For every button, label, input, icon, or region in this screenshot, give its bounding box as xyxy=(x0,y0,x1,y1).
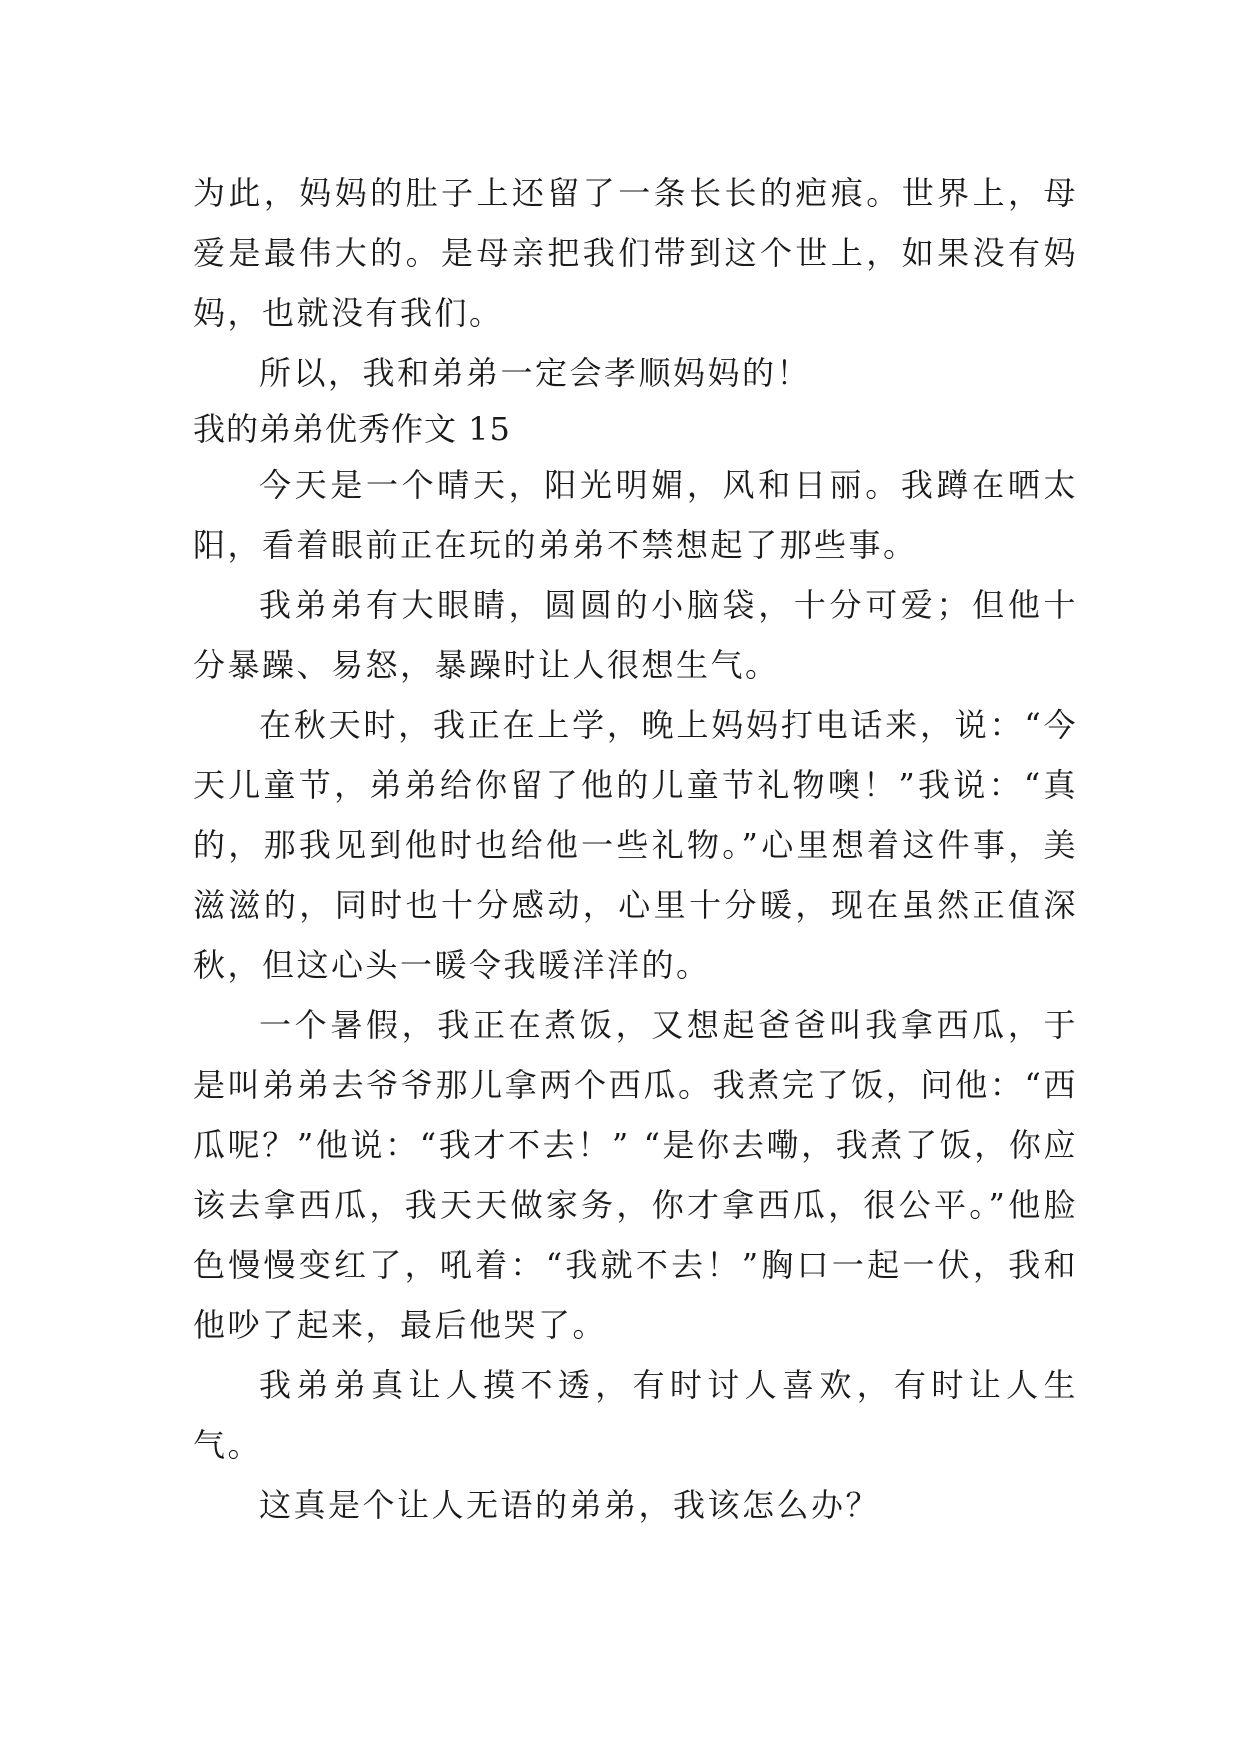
paragraph: 今天是一个晴天，阳光明媚，风和日丽。我蹲在晒太阳，看着眼前正在玩的弟弟不禁想起了那些事。 xyxy=(193,466,1078,564)
paragraph-continued: 为此，妈妈的肚子上还留了一条长长的疤痕。世界上，母爱是最伟大的。是母亲把我们带到这个世上，如果没有妈妈，也就没有我们。 xyxy=(193,174,1078,332)
paragraph: 所以，我和弟弟一定会孝顺妈妈的！ xyxy=(259,354,812,392)
paragraph: 我弟弟真让人摸不透，有时讨人喜欢，有时让人生气。 xyxy=(193,1366,1078,1464)
paragraph: 在秋天时，我正在上学，晚上妈妈打电话来，说：“今天儿童节，弟弟给你留了他的儿童节礼物噢！”我说：“真的，那我见到他时也给他一些礼物。”心里想着这件事，美滋滋的，同时也十分感动，心里十分暖，现在虽然正值深秋，但这心头一暖令我暖洋洋的。 xyxy=(193,706,1078,984)
essay-heading: 我的弟弟优秀作文 15 xyxy=(193,410,511,448)
paragraph: 我弟弟有大眼睛，圆圆的小脑袋，十分可爱；但他十分暴躁、易怒，暴躁时让人很想生气。 xyxy=(193,586,1078,684)
document-body xyxy=(193,163,1078,1535)
paragraph: 这真是个让人无语的弟弟，我该怎么办？ xyxy=(259,1486,881,1524)
paragraph: 一个暑假，我正在煮饭，又想起爸爸叫我拿西瓜，于是叫弟弟去爷爷那儿拿两个西瓜。我煮完了饭，问他：“西瓜呢？”他说：“我才不去！” “是你去嘞，我煮了饭，你应该去拿西瓜，我天天做家务，你才拿西瓜，很公平。”他脸色慢慢变红了，吼着：“我就不去！”胸口一起一伏，我和他吵了起来，最后他哭了。 xyxy=(193,1006,1078,1344)
